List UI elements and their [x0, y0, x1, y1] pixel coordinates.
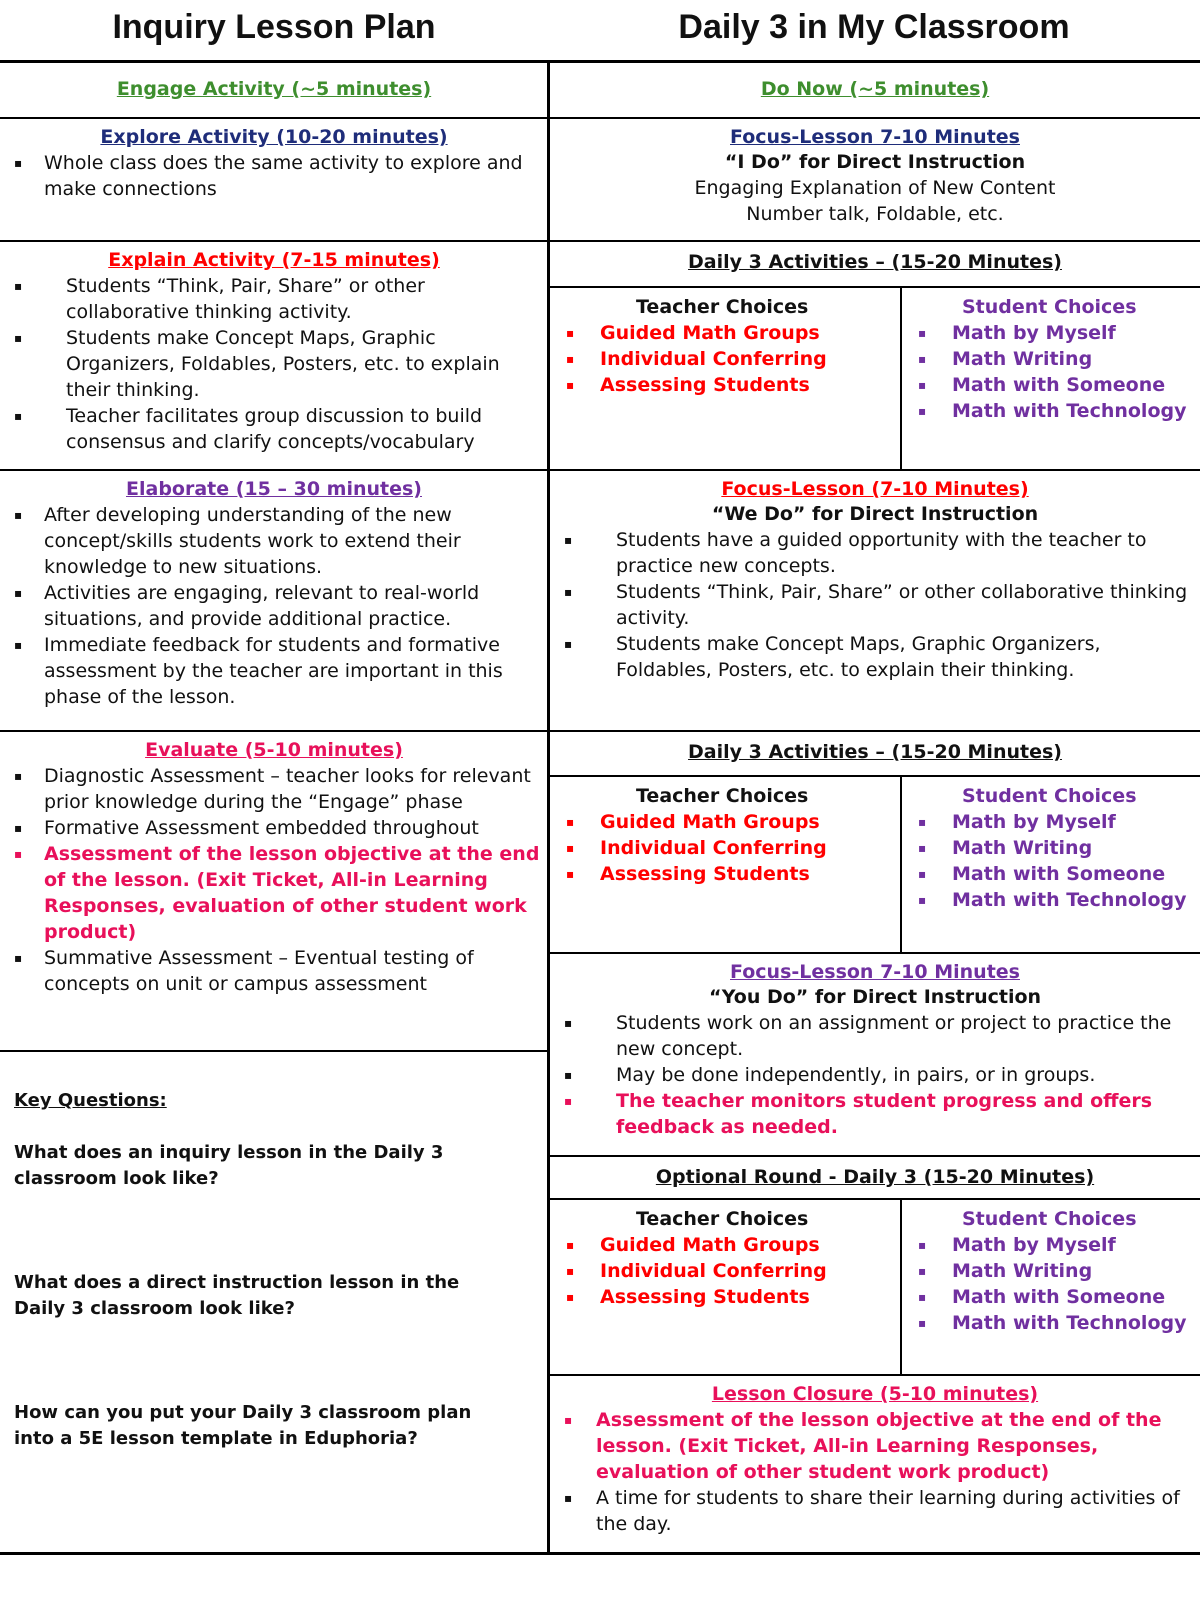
- evaluate-cell: [0, 732, 548, 1050]
- list-item: ▪ Math with Someone: [916, 372, 1200, 398]
- teacher-choices: [550, 288, 900, 469]
- explore-title: Explore Activity (10-20 minutes): [100, 126, 448, 148]
- list-item: ▪ May be done independently, in pairs, or in groups.: [550, 1062, 1200, 1088]
- explain-cell: [0, 242, 548, 469]
- student-choices-heading: Student Choices: [962, 785, 1137, 807]
- list-item: ▪ Assessing Students: [564, 1284, 900, 1310]
- focus-2-title: Focus-Lesson (7-10 Minutes): [721, 478, 1029, 500]
- evaluate-title: Evaluate (5-10 minutes): [145, 739, 403, 761]
- student-choices-heading: Student Choices: [962, 1208, 1137, 1230]
- elaborate-cell: [0, 471, 548, 730]
- list-item: ▪ Guided Math Groups: [564, 1232, 900, 1258]
- student-choices: [902, 288, 1200, 469]
- student-choices-heading: Student Choices: [962, 296, 1137, 318]
- key-questions-cell: [0, 1052, 548, 1552]
- right-title: Daily 3 in My Classroom: [678, 8, 1070, 46]
- left-title: Inquiry Lesson Plan: [112, 8, 436, 46]
- list-item: ▪ Math with Technology: [916, 398, 1200, 424]
- daily3-header-a: [550, 242, 1200, 286]
- list-item: ▪ A time for students to share their learning during activities of the day.: [550, 1485, 1200, 1537]
- list-item: ▪ Math by Myself: [916, 320, 1200, 346]
- do-now-cell: [550, 63, 1200, 117]
- choices-block-c: [550, 1200, 1200, 1374]
- list-item: ▪ Math with Someone: [916, 861, 1200, 887]
- list-item: ▪ Math Writing: [916, 346, 1200, 372]
- engage-title: Engage Activity (~5 minutes): [116, 78, 432, 100]
- list-item: ▪ Students work on an assignment or project to practice the new concept.: [550, 1010, 1200, 1062]
- focus-1-line-1: Engaging Explanation of New Content: [694, 177, 1056, 199]
- student-choices: [902, 1200, 1200, 1374]
- daily3-title-b: Daily 3 Activities – (15-20 Minutes): [688, 741, 1062, 763]
- table-bottom-border: [0, 1552, 1200, 1555]
- teacher-choices: [550, 1200, 900, 1374]
- list-item: ▪ Teacher facilitates group discussion to build consensus and clarify concepts/vocabulary: [0, 403, 548, 455]
- list-item: ▪ Students make Concept Maps, Graphic Organizers, Foldables, Posters, etc. to explain their thinking.: [550, 631, 1200, 683]
- focus-3-subtitle: “You Do” for Direct Instruction: [708, 986, 1042, 1008]
- student-choices: [902, 777, 1200, 952]
- list-item: ▪ Assessing Students: [564, 861, 900, 887]
- list-item: ▪ Diagnostic Assessment – teacher looks for relevant prior knowledge during the “Engage” phase: [0, 763, 548, 815]
- list-item: ▪ The teacher monitors student progress and offers feedback as needed.: [550, 1088, 1200, 1140]
- choices-block-a: [550, 288, 1200, 469]
- focus-we-do-cell: [550, 471, 1200, 730]
- focus-1-line-2: Number talk, Foldable, etc.: [746, 203, 1004, 225]
- list-item: ▪ Math with Technology: [916, 1310, 1200, 1336]
- teacher-choices-heading: Teacher Choices: [636, 785, 809, 807]
- list-item: ▪ Students “Think, Pair, Share” or other collaborative thinking activity.: [550, 579, 1200, 631]
- list-item: ▪ Assessing Students: [564, 372, 900, 398]
- list-item: ▪ Math by Myself: [916, 809, 1200, 835]
- teacher-choices-heading: Teacher Choices: [636, 296, 809, 318]
- list-item: ▪ Math with Technology: [916, 887, 1200, 913]
- list-item: ▪ Math with Someone: [916, 1284, 1200, 1310]
- daily3-header-b: [550, 732, 1200, 775]
- closure-title: Lesson Closure (5-10 minutes): [711, 1383, 1039, 1405]
- focus-1-subtitle: “I Do” for Direct Instruction: [724, 151, 1026, 173]
- lesson-closure-cell: [550, 1376, 1200, 1552]
- teacher-choices: [550, 777, 900, 952]
- elaborate-title: Elaborate (15 – 30 minutes): [126, 478, 422, 500]
- list-item: ▪ Summative Assessment – Eventual testing of concepts on unit or campus assessment: [0, 945, 548, 997]
- list-item: ▪ Guided Math Groups: [564, 320, 900, 346]
- optional-round-title: Optional Round - Daily 3 (15-20 Minutes): [655, 1166, 1095, 1188]
- key-question-3: How can you put your Daily 3 classroom plan into a 5E lesson template in Eduphoria?: [14, 1402, 472, 1449]
- list-item: ▪ Guided Math Groups: [564, 809, 900, 835]
- key-questions-heading: Key Questions:: [14, 1090, 167, 1111]
- list-item: ▪ Individual Conferring: [564, 1258, 900, 1284]
- focus-2-subtitle: “We Do” for Direct Instruction: [711, 503, 1039, 525]
- explore-cell: [0, 119, 548, 240]
- list-item: ▪ Assessment of the lesson objective at the end of the lesson. (Exit Ticket, All-in Learning Responses, evaluation of other student work product): [0, 841, 548, 945]
- engage-cell: [0, 63, 548, 117]
- daily3-title-a: Daily 3 Activities – (15-20 Minutes): [688, 251, 1062, 273]
- list-item: ▪ Math by Myself: [916, 1232, 1200, 1258]
- explain-title: Explain Activity (7-15 minutes): [108, 249, 440, 271]
- list-item: ▪ Individual Conferring: [564, 346, 900, 372]
- do-now-title: Do Now (~5 minutes): [760, 78, 990, 100]
- list-item: ▪ After developing understanding of the new concept/skills students work to extend their knowledge to new situations.: [0, 502, 548, 580]
- list-item: ▪ Individual Conferring: [564, 835, 900, 861]
- teacher-choices-heading: Teacher Choices: [636, 1208, 809, 1230]
- list-item: ▪ Students have a guided opportunity with the teacher to practice new concepts.: [550, 527, 1200, 579]
- list-item: ▪ Students make Concept Maps, Graphic Organizers, Foldables, Posters, etc. to explain their thinking.: [0, 325, 548, 403]
- focus-3-title: Focus-Lesson 7-10 Minutes: [730, 961, 1020, 983]
- optional-round-header: [550, 1157, 1200, 1198]
- list-item: ▪ Formative Assessment embedded throughout: [0, 815, 548, 841]
- list-item: ▪ Activities are engaging, relevant to real-world situations, and provide additional practice.: [0, 580, 548, 632]
- choices-block-b: [550, 777, 1200, 952]
- focus-1-title: Focus-Lesson 7-10 Minutes: [730, 126, 1020, 148]
- list-item: ▪ Math Writing: [916, 1258, 1200, 1284]
- list-item: ▪ Math Writing: [916, 835, 1200, 861]
- list-item: ▪ Whole class does the same activity to explore and make connections: [0, 150, 548, 202]
- key-question-1: What does an inquiry lesson in the Daily 3 classroom look like?: [14, 1142, 444, 1189]
- key-question-2: What does a direct instruction lesson in the Daily 3 classroom look like?: [14, 1272, 460, 1319]
- list-item: ▪ Students “Think, Pair, Share” or other collaborative thinking activity.: [0, 273, 548, 325]
- focus-you-do-cell: [550, 954, 1200, 1155]
- list-item: ▪ Immediate feedback for students and formative assessment by the teacher are important in this phase of the lesson.: [0, 632, 548, 710]
- list-item: ▪ Assessment of the lesson objective at the end of the lesson. (Exit Ticket, All-in Learning Responses, evaluation of other student work product): [550, 1407, 1200, 1485]
- focus-i-do-cell: [550, 119, 1200, 240]
